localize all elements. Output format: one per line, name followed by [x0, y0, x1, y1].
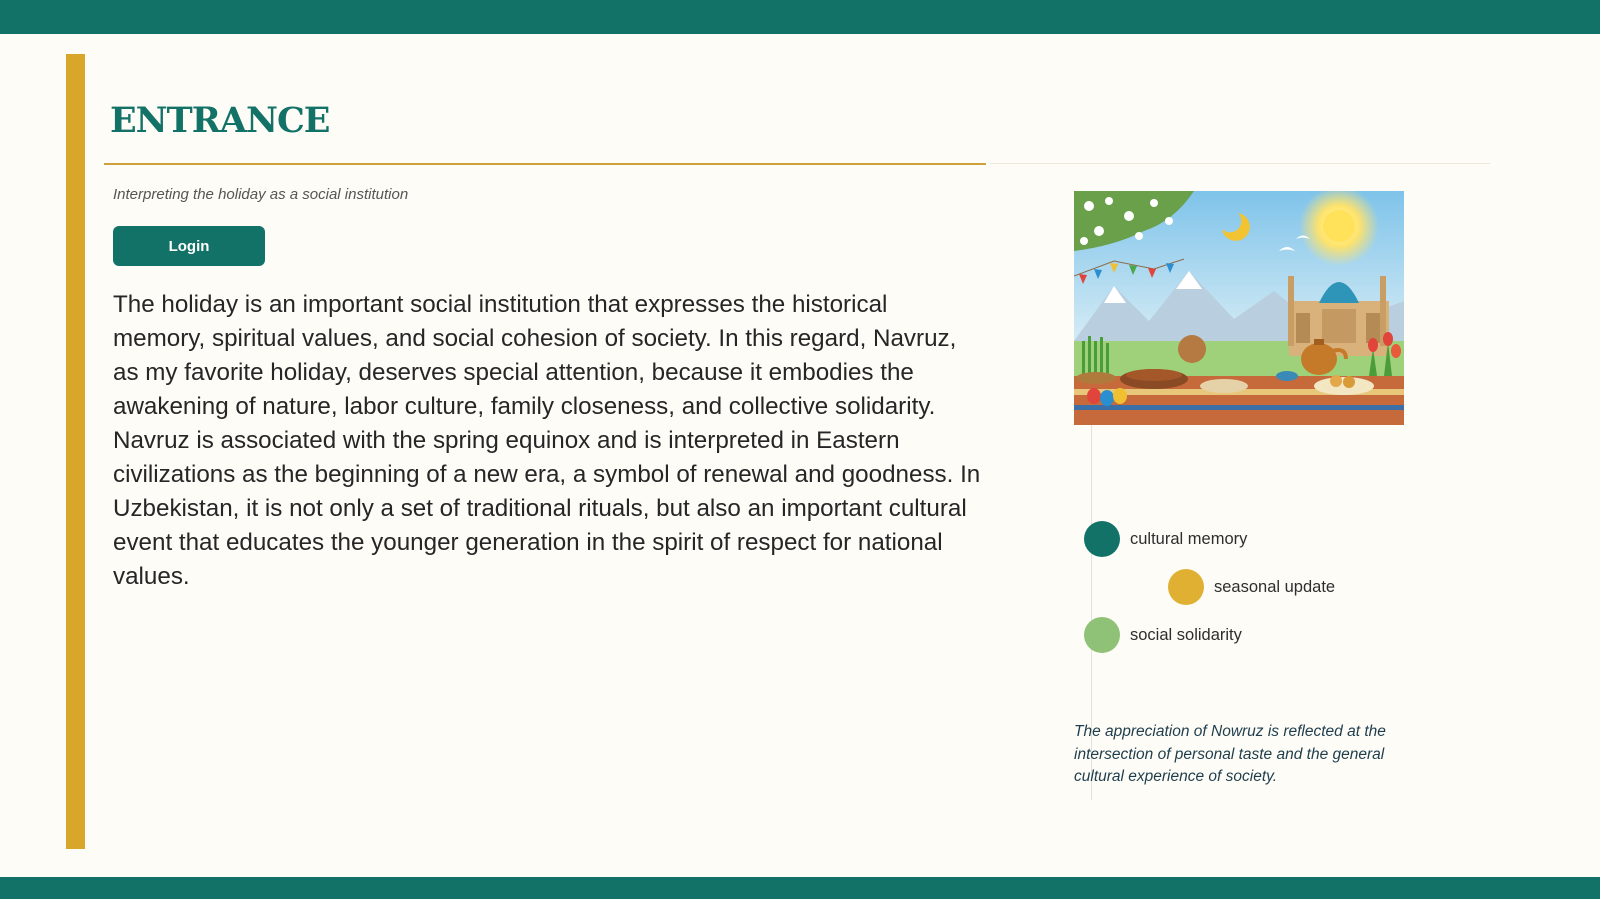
page-subtitle: Interpreting the holiday as a social institution	[113, 186, 409, 203]
navruz-illustration	[1074, 191, 1404, 425]
legend-dot	[1168, 569, 1204, 605]
legend-item-cultural-memory	[1084, 521, 1247, 557]
title-underline-extension	[990, 163, 1490, 164]
legend-item-seasonal-update	[1168, 569, 1335, 605]
top-band	[0, 0, 1600, 34]
legend-dot	[1084, 617, 1120, 653]
bottom-band	[0, 877, 1600, 899]
title-underline	[104, 163, 986, 165]
legend-label: cultural memory	[1130, 529, 1248, 548]
legend-label: seasonal update	[1214, 577, 1336, 596]
legend-dot	[1084, 521, 1120, 557]
sidebar-caption: The appreciation of Nowruz is reflected at the intersection of personal taste and the general cultural experience of society.	[1074, 723, 1386, 785]
legend-label: social solidarity	[1130, 625, 1242, 644]
login-button[interactable]: Login	[113, 226, 265, 266]
main-paragraph: The holiday is an important social institution that expresses the historical memory, spiritual values, and social cohesion of society. In this regard, Navruz, as my favorite holiday, deserves special attention, because it embodies the awakening of nature, labor culture, family closeness, and collective solidarity. Navruz is associated with the spring equinox and is interpreted in Eastern civilizations as the beginning of a new era, a symbol of renewal and goodness. In Uzbekistan, it is not only a set of traditional rituals, but also an important cultural event that educates the younger generation in the spirit of respect for national values.	[113, 291, 981, 590]
left-accent-bar	[66, 54, 85, 849]
legend-item-social-solidarity	[1084, 617, 1242, 653]
page-title: ENTRANCE	[110, 100, 330, 141]
